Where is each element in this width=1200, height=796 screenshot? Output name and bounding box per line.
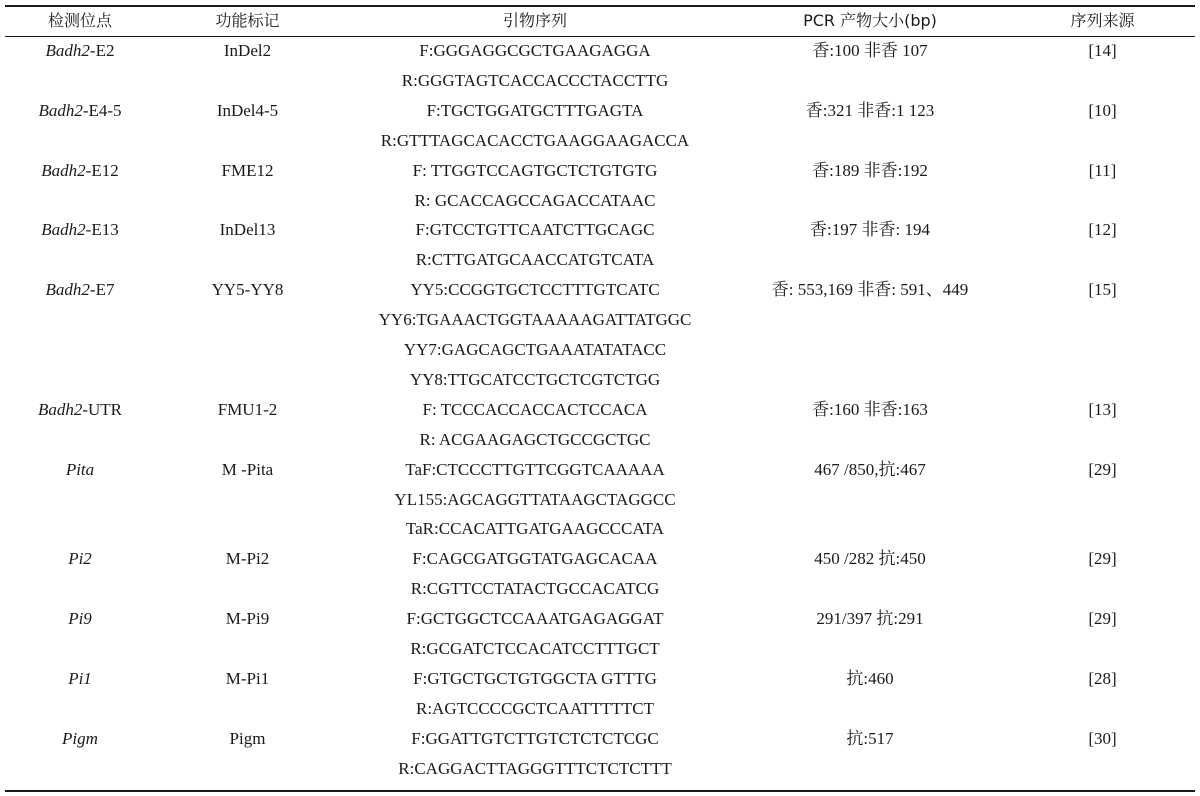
locus-cell <box>0 724 160 754</box>
table-row <box>0 395 1200 425</box>
locus-cell <box>0 96 160 126</box>
pcr-size-cell: 香:160 非香:163 <box>812 399 928 419</box>
locus-gene-name: Pita <box>65 459 95 479</box>
primer-sequence-cell: R: GCACCAGCCAGACCATAAC <box>414 190 656 210</box>
table-row-continuation <box>0 66 1200 96</box>
pcr-size-cell: 香:197 非香: 194 <box>810 220 930 240</box>
pcr-size-cell: 291/397 抗:291 <box>816 609 924 629</box>
locus-site-suffix: -E4-5 <box>82 100 122 120</box>
table-row-continuation <box>0 186 1200 216</box>
marker-cell: InDel4-5 <box>216 100 279 120</box>
pcr-size-cell: 抗:460 <box>846 668 894 688</box>
marker-cell: Pigm <box>229 728 266 748</box>
locus-cell <box>0 664 160 694</box>
locus-cell <box>0 36 160 66</box>
locus-cell <box>0 275 160 305</box>
table-row <box>0 664 1200 694</box>
marker-cell: InDel2 <box>223 41 272 60</box>
table-row <box>0 455 1200 485</box>
marker-cell: M-Pi1 <box>225 668 270 688</box>
locus-cell <box>0 604 160 634</box>
locus-gene-name: Badh2 <box>41 220 86 240</box>
locus-site-suffix: -E2 <box>89 41 115 60</box>
source-ref-cell: [29] <box>1088 609 1117 629</box>
table-row <box>0 156 1200 186</box>
primer-sequence-cell: R:GGGTAGTCACCACCCTACCTTG <box>401 70 669 90</box>
primer-sequence-cell: F:GCTGGCTCCAAATGAGAGGAT <box>406 609 664 629</box>
table-row-continuation <box>0 485 1200 515</box>
primer-sequence-cell: R:GCGATCTCCACATCCTTTGCT <box>410 639 660 658</box>
locus-gene-name: Pigm <box>62 728 98 748</box>
locus-cell <box>0 215 160 245</box>
table-bottom-rule <box>5 790 1195 792</box>
primer-sequence-cell: R:CGTTCCTATACTGCCACATCG <box>410 579 660 599</box>
source-ref-cell: [11] <box>1088 160 1117 180</box>
primer-sequence-cell: F: TCCCACCACCACTCCACA <box>422 399 648 419</box>
locus-site-suffix: -E12 <box>85 160 119 180</box>
source-ref-cell: [29] <box>1088 549 1117 569</box>
table-row-continuation <box>0 574 1200 604</box>
locus-cell <box>0 395 160 425</box>
table-row <box>0 36 1200 66</box>
locus-cell <box>0 544 160 574</box>
primer-sequence-cell: YY8:TTGCATCCTGCTCGTCTGG <box>409 369 661 389</box>
primer-sequence-cell: TaF:CTCCCTTGTTCGGTCAAAAA <box>405 459 665 479</box>
table-row-continuation <box>0 634 1200 664</box>
table-row-continuation <box>0 305 1200 335</box>
locus-gene-name: Badh2 <box>38 100 83 120</box>
locus-cell <box>0 455 160 485</box>
table-row <box>0 96 1200 126</box>
locus-gene-name: Pi2 <box>68 549 92 569</box>
table-header-row <box>0 6 1200 36</box>
source-ref-cell: [12] <box>1088 220 1117 240</box>
table-row <box>0 544 1200 574</box>
source-ref-cell: [29] <box>1088 459 1117 479</box>
locus-site-suffix: -E7 <box>89 280 115 300</box>
locus-gene-name: Badh2 <box>41 160 86 180</box>
marker-cell: InDel13 <box>219 220 276 240</box>
locus-gene-name: Badh2 <box>45 41 90 60</box>
header-locus: 检测位点 <box>47 11 112 30</box>
locus-gene-name: Pi1 <box>68 668 92 688</box>
pcr-size-cell: 香: 553,169 非香: 591、449 <box>771 280 969 300</box>
pcr-size-cell: 香:189 非香:192 <box>812 160 928 180</box>
header-source: 序列来源 <box>1070 11 1135 30</box>
source-ref-cell: [15] <box>1088 280 1117 300</box>
primer-sequence-cell: R: ACGAAGAGCTGCCGCTGC <box>419 429 651 449</box>
marker-cell: FMU1-2 <box>217 399 278 419</box>
primer-sequence-cell: F:GTGCTGCTGTGGCTA GTTTG <box>413 668 657 688</box>
source-ref-cell: [30] <box>1088 728 1117 748</box>
locus-gene-name: Pi9 <box>68 609 92 629</box>
primer-sequence-cell: YY6:TGAAACTGGTAAAAAGATTATGGC <box>378 310 692 330</box>
locus-gene-name: Badh2 <box>37 399 83 419</box>
table-row-continuation <box>0 425 1200 455</box>
primer-sequence-cell: R:CTTGATGCAACCATGTCATA <box>415 250 655 270</box>
pcr-size-cell: 抗:517 <box>846 728 894 748</box>
pcr-size-cell: 450 /282 抗:450 <box>814 549 926 569</box>
table-row-continuation <box>0 126 1200 156</box>
table-row-continuation <box>0 694 1200 724</box>
header-primer-sequence: 引物序列 <box>502 11 567 30</box>
pcr-size-cell: 467 /850,抗:467 <box>814 459 926 479</box>
table-row-continuation <box>0 245 1200 275</box>
table-row <box>0 215 1200 245</box>
primer-sequence-cell: TaR:CCACATTGATGAAGCCCATA <box>405 519 665 539</box>
table-row <box>0 275 1200 305</box>
locus-site-suffix: -E13 <box>85 220 119 240</box>
table-row-continuation <box>0 514 1200 544</box>
source-ref-cell: [10] <box>1088 100 1117 120</box>
header-pcr-size: PCR 产物大小(bp) <box>803 11 937 30</box>
primer-sequence-cell: F:GGGAGGCGCTGAAGAGGA <box>419 41 651 60</box>
locus-gene-name: Badh2 <box>45 280 90 300</box>
primer-sequence-cell: YL155:AGCAGGTTATAAGCTAGGCC <box>394 489 676 509</box>
marker-cell: M-Pi9 <box>225 609 270 629</box>
primer-sequence-cell: R:AGTCCCCGCTCAATTTTTCT <box>415 698 654 718</box>
marker-cell: YY5-YY8 <box>211 280 284 300</box>
locus-cell <box>0 156 160 186</box>
locus-site-suffix: -UTR <box>82 399 123 419</box>
marker-cell: M-Pi2 <box>225 549 270 569</box>
table-row <box>0 724 1200 754</box>
table-row <box>0 604 1200 634</box>
table-row-continuation <box>0 754 1200 784</box>
primer-sequence-cell: F:TGCTGGATGCTTTGAGTA <box>426 100 644 120</box>
primer-sequence-cell: F: TTGGTCCAGTGCTCTGTGTG <box>412 160 658 180</box>
marker-cell: M -Pita <box>221 459 274 479</box>
primer-sequence-cell: R:CAGGACTTAGGGTTTCTCTCTTT <box>398 758 672 778</box>
primer-sequence-cell: YY7:GAGCAGCTGAAATATATACC <box>403 340 667 359</box>
primer-sequence-cell: F:GGATTGTCTTGTCTCTCTCGC <box>411 728 659 748</box>
primer-sequence-cell: R:GTTTAGCACACCTGAAGGAAGACCA <box>380 130 690 150</box>
source-ref-cell: [14] <box>1088 41 1117 60</box>
pcr-size-cell: 香:321 非香:1 123 <box>805 100 935 120</box>
table-row-continuation <box>0 335 1200 365</box>
primer-sequence-cell: YY5:CCGGTGCTCCTTTGTCATC <box>410 280 660 300</box>
source-ref-cell: [28] <box>1088 668 1117 688</box>
table-row-continuation <box>0 365 1200 395</box>
marker-cell: FME12 <box>221 160 274 180</box>
pcr-size-cell: 香:100 非香 107 <box>812 41 928 60</box>
source-ref-cell: [13] <box>1088 399 1117 419</box>
header-marker: 功能标记 <box>215 11 280 30</box>
primer-sequence-cell: F:GTCCTGTTCAATCTTGCAGC <box>415 220 655 240</box>
primer-sequence-cell: F:CAGCGATGGTATGAGCACAA <box>412 549 658 569</box>
